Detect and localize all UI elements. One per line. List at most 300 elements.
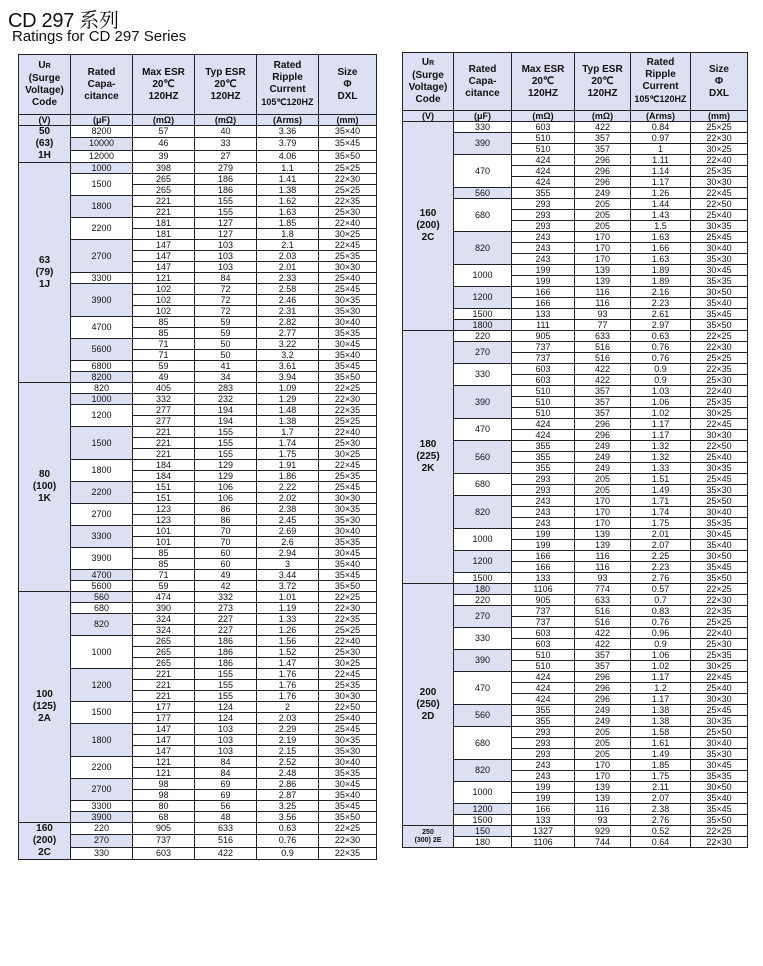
typ-esr-cell: 273 — [195, 603, 257, 614]
typ-esr-cell: 422 — [575, 375, 631, 386]
capacitance-cell: 3900 — [71, 548, 133, 570]
max-esr-cell: 147 — [133, 251, 195, 262]
capacitance-cell: 330 — [454, 364, 512, 386]
voltage-code-line: (250) — [416, 698, 440, 710]
capacitance-cell: 560 — [454, 705, 512, 727]
ripple-current-cell: 2.07 — [631, 540, 691, 551]
typ-esr-cell: 929 — [575, 826, 631, 837]
table-row — [403, 331, 748, 342]
ripple-current-cell: 1.89 — [631, 276, 691, 287]
ripple-current-cell: 1.41 — [257, 174, 319, 185]
capacitance-cell: 8200 — [71, 126, 133, 138]
size-cell: 22×30 — [691, 595, 748, 606]
typ-esr-cell: 194 — [195, 405, 257, 416]
max-esr-cell: 101 — [133, 526, 195, 537]
table-row — [19, 812, 377, 823]
typ-esr-cell: 296 — [575, 683, 631, 694]
size-cell: 25×30 — [691, 639, 748, 650]
voltage-code-cell — [403, 826, 454, 848]
table-row — [19, 702, 377, 713]
typ-esr-cell: 49 — [195, 570, 257, 581]
typ-esr-cell: 77 — [575, 320, 631, 331]
table-row — [403, 232, 748, 243]
max-esr-cell: 265 — [133, 658, 195, 669]
capacitance-cell: 1800 — [454, 320, 512, 331]
max-esr-cell: 199 — [512, 529, 575, 540]
table-row — [403, 320, 748, 331]
max-esr-cell: 424 — [512, 683, 575, 694]
table-row — [19, 603, 377, 614]
typ-esr-cell: 633 — [195, 823, 257, 835]
header-line: UR — [38, 60, 51, 71]
voltage-code-line: 2K — [421, 463, 435, 474]
ripple-current-cell: 2.58 — [257, 284, 319, 295]
typ-esr-cell: 186 — [195, 658, 257, 669]
size-cell: 30×30 — [691, 177, 748, 188]
size-cell: 25×25 — [691, 353, 748, 364]
typ-esr-cell: 59 — [195, 328, 257, 339]
ripple-current-cell: 4.06 — [257, 150, 319, 162]
capacitance-cell: 1500 — [454, 815, 512, 826]
max-esr-cell: 424 — [512, 430, 575, 441]
max-esr-cell: 221 — [133, 427, 195, 438]
table-row — [403, 265, 748, 276]
max-esr-cell: 398 — [133, 163, 195, 174]
size-cell: 22×30 — [319, 174, 377, 185]
size-cell: 22×25 — [691, 826, 748, 837]
size-cell: 35×40 — [691, 540, 748, 551]
capacitance-cell: 1000 — [71, 163, 133, 174]
max-esr-cell: 1327 — [512, 826, 575, 837]
max-esr-cell: 147 — [133, 735, 195, 746]
size-cell: 22×40 — [691, 155, 748, 166]
voltage-code-cell — [403, 122, 454, 331]
max-esr-cell: 166 — [512, 298, 575, 309]
header-line: 120HZ — [210, 90, 241, 102]
typ-esr-cell: 296 — [575, 155, 631, 166]
typ-esr-cell: 50 — [195, 339, 257, 350]
header-line: Max ESR — [142, 66, 185, 78]
max-esr-cell: 737 — [133, 835, 195, 847]
typ-esr-cell: 422 — [575, 364, 631, 375]
typ-esr-cell: 129 — [195, 460, 257, 471]
header-size — [319, 55, 377, 115]
ripple-current-cell: 1.26 — [257, 625, 319, 636]
voltage-code-line: 80 — [38, 469, 51, 480]
ripple-current-cell: 3.25 — [257, 801, 319, 812]
header-line: Φ — [343, 78, 352, 90]
capacitance-cell: 1200 — [454, 804, 512, 815]
capacitance-cell: 3300 — [71, 526, 133, 548]
capacitance-cell: 6800 — [71, 361, 133, 372]
voltage-code-cell — [403, 584, 454, 826]
size-cell: 30×40 — [319, 757, 377, 768]
max-esr-cell: 243 — [512, 507, 575, 518]
typ-esr-cell: 516 — [575, 617, 631, 628]
max-esr-cell: 355 — [512, 188, 575, 199]
typ-esr-cell: 103 — [195, 724, 257, 735]
max-esr-cell: 424 — [512, 177, 575, 188]
typ-esr-cell: 227 — [195, 614, 257, 625]
voltage-code-line: 250 — [422, 828, 434, 836]
ripple-current-cell: 2.25 — [631, 551, 691, 562]
max-esr-cell: 133 — [512, 815, 575, 826]
capacitance-cell: 470 — [454, 672, 512, 705]
units-row — [19, 115, 377, 126]
size-cell: 30×45 — [319, 779, 377, 790]
typ-esr-cell: 186 — [195, 185, 257, 196]
header-line: 105℃120HZ — [261, 97, 314, 107]
size-cell: 35×50 — [319, 150, 377, 162]
size-cell: 30×25 — [319, 229, 377, 240]
ripple-current-cell: 3 — [257, 559, 319, 570]
size-cell: 22×40 — [691, 628, 748, 639]
capacitance-cell: 1200 — [454, 551, 512, 573]
typ-esr-cell: 116 — [575, 562, 631, 573]
typ-esr-cell: 249 — [575, 452, 631, 463]
typ-esr-cell: 249 — [575, 705, 631, 716]
ripple-current-cell: 2.01 — [631, 529, 691, 540]
capacitance-cell: 560 — [454, 188, 512, 199]
header-line: Capa- — [87, 78, 116, 90]
max-esr-cell: 905 — [512, 595, 575, 606]
max-esr-cell: 293 — [512, 727, 575, 738]
max-esr-cell: 184 — [133, 471, 195, 482]
ripple-current-cell: 2.46 — [257, 295, 319, 306]
ripple-current-cell: 1.02 — [631, 408, 691, 419]
typ-esr-cell: 139 — [575, 276, 631, 287]
typ-esr-cell: 69 — [195, 790, 257, 801]
table-row — [19, 383, 377, 394]
ripple-current-cell: 1.17 — [631, 430, 691, 441]
max-esr-cell: 177 — [133, 713, 195, 724]
typ-esr-cell: 103 — [195, 251, 257, 262]
typ-esr-cell: 59 — [195, 317, 257, 328]
capacitance-cell: 1500 — [71, 427, 133, 460]
typ-esr-cell: 186 — [195, 636, 257, 647]
voltage-code-line: 100 — [36, 689, 53, 700]
ripple-current-cell: 0.84 — [631, 122, 691, 133]
table-row — [19, 240, 377, 251]
max-esr-cell: 133 — [512, 573, 575, 584]
max-esr-cell: 265 — [133, 636, 195, 647]
size-cell: 25×30 — [691, 375, 748, 386]
typ-esr-cell: 186 — [195, 647, 257, 658]
unit-cap: (μF) — [71, 115, 133, 126]
ripple-current-cell: 1.17 — [631, 177, 691, 188]
voltage-code-line: 2D — [421, 710, 435, 722]
ripple-current-cell: 2.48 — [257, 768, 319, 779]
ripple-current-cell: 0.64 — [631, 837, 691, 848]
size-cell: 35×45 — [319, 138, 377, 150]
capacitance-cell: 220 — [454, 331, 512, 342]
table-row — [403, 650, 748, 661]
max-esr-cell: 199 — [512, 276, 575, 287]
ripple-current-cell: 1.63 — [631, 254, 691, 265]
max-esr-cell: 510 — [512, 408, 575, 419]
ripple-current-cell: 0.52 — [631, 826, 691, 837]
ripple-current-cell: 2.38 — [631, 804, 691, 815]
size-cell: 35×35 — [691, 518, 748, 529]
table-row — [19, 273, 377, 284]
max-esr-cell: 57 — [133, 126, 195, 138]
size-cell: 22×30 — [319, 603, 377, 614]
typ-esr-cell: 633 — [575, 331, 631, 342]
typ-esr-cell: 86 — [195, 504, 257, 515]
table-row — [403, 595, 748, 606]
ripple-current-cell: 1.86 — [257, 471, 319, 482]
ripple-current-cell: 2.76 — [631, 815, 691, 826]
max-esr-cell: 147 — [133, 746, 195, 757]
typ-esr-cell: 60 — [195, 548, 257, 559]
ripple-current-cell: 1.43 — [631, 210, 691, 221]
unit-size: (mm) — [691, 111, 748, 122]
size-cell: 35×45 — [691, 562, 748, 573]
header-line: Max ESR — [521, 63, 565, 75]
typ-esr-cell: 103 — [195, 746, 257, 757]
max-esr-cell: 424 — [512, 166, 575, 177]
table-row — [403, 584, 748, 595]
table-row — [19, 801, 377, 812]
max-esr-cell: 510 — [512, 133, 575, 144]
typ-esr-cell: 155 — [195, 438, 257, 449]
typ-esr-cell: 139 — [575, 540, 631, 551]
typ-esr-cell: 106 — [195, 493, 257, 504]
ripple-current-cell: 1.1 — [257, 163, 319, 174]
capacitance-cell: 2700 — [71, 240, 133, 273]
header-line: 120HZ — [527, 87, 558, 99]
typ-esr-cell: 516 — [575, 353, 631, 364]
max-esr-cell: 133 — [512, 309, 575, 320]
ripple-current-cell: 1.26 — [631, 188, 691, 199]
size-cell: 25×25 — [691, 122, 748, 133]
voltage-code-line: (100) — [32, 481, 57, 492]
typ-esr-cell: 84 — [195, 273, 257, 284]
size-cell: 35×30 — [319, 746, 377, 757]
ripple-current-cell: 2.69 — [257, 526, 319, 537]
unit-ripple: (Arms) — [631, 111, 691, 122]
size-cell: 30×30 — [691, 430, 748, 441]
ripple-current-cell: 1.06 — [631, 397, 691, 408]
unit-ripple: (Arms) — [257, 115, 319, 126]
typ-esr-cell: 93 — [575, 309, 631, 320]
ripple-current-cell: 2.77 — [257, 328, 319, 339]
ripple-current-cell: 1.47 — [257, 658, 319, 669]
max-esr-cell: 510 — [512, 144, 575, 155]
header-typesr — [195, 55, 257, 115]
ripple-current-cell: 1.38 — [631, 705, 691, 716]
ripple-current-cell: 1.89 — [631, 265, 691, 276]
size-cell: 25×25 — [319, 163, 377, 174]
header-line: Code — [415, 94, 441, 105]
typ-esr-cell: 42 — [195, 581, 257, 592]
capacitance-cell: 1500 — [454, 309, 512, 320]
size-cell: 25×45 — [691, 474, 748, 485]
table-row — [403, 133, 748, 144]
ripple-current-cell: 3.44 — [257, 570, 319, 581]
ripple-current-cell: 1.76 — [257, 669, 319, 680]
ripple-current-cell: 2.45 — [257, 515, 319, 526]
size-cell: 22×25 — [319, 592, 377, 603]
ripple-current-cell: 1.17 — [631, 672, 691, 683]
typ-esr-cell: 103 — [195, 735, 257, 746]
typ-esr-cell: 106 — [195, 482, 257, 493]
ripple-current-cell: 0.7 — [631, 595, 691, 606]
max-esr-cell: 46 — [133, 138, 195, 150]
max-esr-cell: 98 — [133, 790, 195, 801]
typ-esr-cell: 205 — [575, 221, 631, 232]
ripple-current-cell: 2.23 — [631, 562, 691, 573]
size-cell: 35×35 — [691, 771, 748, 782]
header-cap — [454, 53, 512, 111]
typ-esr-cell: 50 — [195, 350, 257, 361]
typ-esr-cell: 48 — [195, 812, 257, 823]
ripple-current-cell: 2.16 — [631, 287, 691, 298]
typ-esr-cell: 155 — [195, 691, 257, 702]
table-row — [19, 405, 377, 416]
capacitance-cell: 680 — [71, 603, 133, 614]
typ-esr-cell: 516 — [195, 835, 257, 847]
header-line: 20℃ — [531, 75, 555, 87]
header-line: 20℃ — [214, 78, 237, 90]
ripple-current-cell: 3.79 — [257, 138, 319, 150]
voltage-code-line: (63) — [35, 138, 54, 149]
typ-esr-cell: 170 — [575, 243, 631, 254]
typ-esr-cell: 170 — [575, 232, 631, 243]
size-cell: 30×30 — [319, 493, 377, 504]
size-cell: 22×45 — [691, 672, 748, 683]
ripple-current-cell: 1.85 — [631, 760, 691, 771]
max-esr-cell: 265 — [133, 185, 195, 196]
header-line: Voltage) — [25, 85, 64, 96]
size-cell: 35×30 — [691, 254, 748, 265]
table-row — [403, 199, 748, 210]
max-esr-cell: 277 — [133, 416, 195, 427]
ripple-current-cell: 1.52 — [257, 647, 319, 658]
typ-esr-cell: 40 — [195, 126, 257, 138]
size-cell: 30×40 — [691, 243, 748, 254]
max-esr-cell: 243 — [512, 518, 575, 529]
size-cell: 30×40 — [319, 317, 377, 328]
typ-esr-cell: 296 — [575, 166, 631, 177]
typ-esr-cell: 194 — [195, 416, 257, 427]
size-cell: 25×35 — [691, 397, 748, 408]
page-title: CD 297 系列 — [8, 10, 119, 32]
size-cell: 22×30 — [691, 133, 748, 144]
max-esr-cell: 510 — [512, 397, 575, 408]
size-cell: 30×25 — [691, 661, 748, 672]
size-cell: 22×25 — [319, 823, 377, 835]
size-cell: 22×40 — [691, 386, 748, 397]
max-esr-cell: 59 — [133, 361, 195, 372]
max-esr-cell: 71 — [133, 339, 195, 350]
typ-esr-cell: 205 — [575, 738, 631, 749]
ripple-current-cell: 0.76 — [631, 342, 691, 353]
size-cell: 30×35 — [319, 295, 377, 306]
typ-esr-cell: 124 — [195, 702, 257, 713]
size-cell: 22×50 — [319, 702, 377, 713]
header-line: Rated — [273, 60, 302, 71]
size-cell: 30×40 — [319, 526, 377, 537]
ripple-current-cell: 3.22 — [257, 339, 319, 350]
typ-esr-cell: 116 — [575, 551, 631, 562]
table-row — [19, 339, 377, 350]
size-cell: 35×40 — [319, 350, 377, 361]
header-line: 105℃120HZ — [634, 94, 687, 104]
table-row — [403, 287, 748, 298]
left-ratings-table — [18, 54, 377, 860]
capacitance-cell: 2200 — [71, 482, 133, 504]
max-esr-cell: 603 — [512, 375, 575, 386]
header-line: Ripple — [272, 72, 303, 83]
size-cell: 25×35 — [319, 251, 377, 262]
unit-typesr: (mΩ) — [195, 115, 257, 126]
size-cell: 25×40 — [691, 452, 748, 463]
table-row — [403, 155, 748, 166]
size-cell: 22×45 — [319, 460, 377, 471]
typ-esr-cell: 69 — [195, 779, 257, 790]
typ-esr-cell: 205 — [575, 474, 631, 485]
capacitance-cell: 5600 — [71, 339, 133, 361]
header-line: UR — [421, 57, 435, 68]
header-line: Rated — [646, 57, 675, 68]
typ-esr-cell: 357 — [575, 397, 631, 408]
max-esr-cell: 332 — [133, 394, 195, 405]
max-esr-cell: 293 — [512, 210, 575, 221]
typ-esr-cell: 357 — [575, 661, 631, 672]
ripple-current-cell: 2.01 — [257, 262, 319, 273]
size-cell: 22×35 — [691, 606, 748, 617]
ripple-current-cell: 1.44 — [631, 199, 691, 210]
max-esr-cell: 293 — [512, 485, 575, 496]
table-row — [19, 218, 377, 229]
ripple-current-cell: 2.38 — [257, 504, 319, 515]
typ-esr-cell: 170 — [575, 760, 631, 771]
size-cell: 35×50 — [691, 573, 748, 584]
size-cell: 22×25 — [691, 331, 748, 342]
capacitance-cell: 820 — [454, 232, 512, 265]
size-cell: 25×45 — [319, 482, 377, 493]
size-cell: 25×30 — [319, 647, 377, 658]
ripple-current-cell: 1.17 — [631, 419, 691, 430]
voltage-code-cell — [19, 126, 71, 163]
voltage-code-line: 180 — [419, 439, 437, 450]
max-esr-cell: 737 — [512, 353, 575, 364]
max-esr-cell: 243 — [512, 243, 575, 254]
typ-esr-cell: 205 — [575, 199, 631, 210]
capacitance-cell: 1000 — [454, 782, 512, 804]
capacitance-cell: 820 — [71, 383, 133, 394]
table-row — [19, 581, 377, 592]
table-row — [403, 441, 748, 452]
header-subscript: R — [429, 60, 435, 67]
ripple-current-cell: 1.62 — [257, 196, 319, 207]
capacitance-cell: 1500 — [71, 702, 133, 724]
unit-maxesr: (mΩ) — [133, 115, 195, 126]
ripple-current-cell: 2.97 — [631, 320, 691, 331]
typ-esr-cell: 170 — [575, 771, 631, 782]
table-row — [19, 150, 377, 162]
ripple-current-cell: 1.33 — [631, 463, 691, 474]
typ-esr-cell: 205 — [575, 749, 631, 760]
max-esr-cell: 737 — [512, 342, 575, 353]
typ-esr-cell: 72 — [195, 295, 257, 306]
max-esr-cell: 166 — [512, 804, 575, 815]
ripple-current-cell: 1.63 — [257, 207, 319, 218]
typ-esr-cell: 296 — [575, 672, 631, 683]
voltage-code-line: 1H — [38, 150, 51, 161]
max-esr-cell: 39 — [133, 150, 195, 162]
